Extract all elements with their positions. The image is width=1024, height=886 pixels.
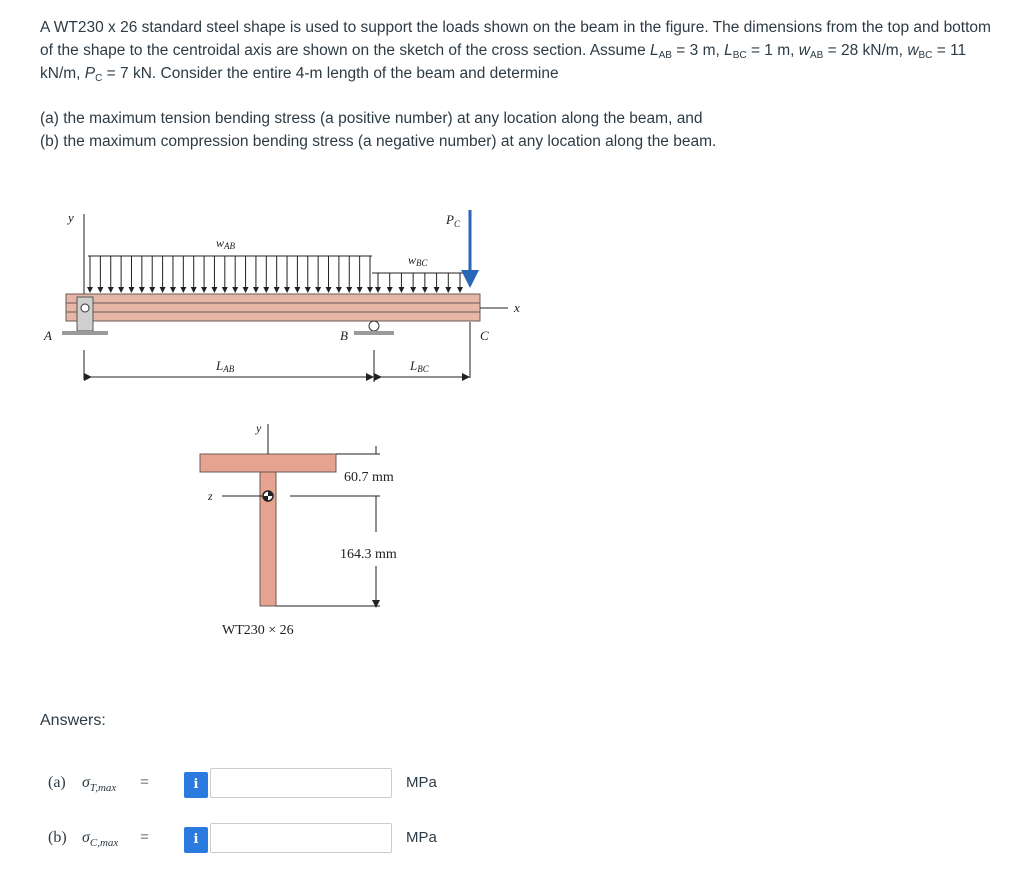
point-a-label: A xyxy=(44,328,52,343)
part-b-question: (b) the maximum compression bending stress (a negative number) at any location along the beam. xyxy=(40,133,717,150)
section-z-label: z xyxy=(208,489,213,503)
answer-a-symbol: $\sigma_{T,max}$ xyxy=(82,774,117,794)
w-bc-label: wBC xyxy=(408,253,428,268)
roller-support-b xyxy=(354,321,394,335)
load-arrowhead xyxy=(284,287,290,293)
load-arrowhead xyxy=(263,287,269,293)
load-arrowhead xyxy=(201,287,207,293)
unit-label-a: MPa xyxy=(406,774,437,791)
shape-name-label: WT230 × 26 xyxy=(222,623,294,638)
load-arrowhead xyxy=(305,287,311,293)
answer-row-b xyxy=(48,823,508,857)
answers-title: Answers: xyxy=(40,712,106,729)
point-c-label: C xyxy=(480,328,489,343)
load-arrowhead xyxy=(457,287,463,293)
unit-label-b: MPa xyxy=(406,829,437,846)
load-arrowhead xyxy=(336,287,342,293)
load-arrowhead xyxy=(149,287,155,293)
answer-b-symbol: $\sigma_{C,max}$ xyxy=(82,829,119,849)
beam xyxy=(66,294,480,321)
problem-statement xyxy=(40,16,1000,153)
load-bc-arrows xyxy=(375,273,463,293)
top-dimension: 60.7 mm xyxy=(344,470,394,485)
load-arrowhead xyxy=(160,287,166,293)
bottom-dimension: 164.3 mm xyxy=(340,547,397,562)
load-arrowhead xyxy=(422,287,428,293)
load-arrowhead xyxy=(367,287,373,293)
w-ab-label: wAB xyxy=(216,236,236,251)
load-arrowhead xyxy=(357,287,363,293)
load-arrowhead xyxy=(274,287,280,293)
load-arrowhead xyxy=(191,287,197,293)
load-arrowhead xyxy=(128,287,134,293)
load-arrowhead xyxy=(315,287,321,293)
load-arrowhead xyxy=(326,287,332,293)
answer-input-b[interactable] xyxy=(210,823,392,853)
pin-support-a xyxy=(62,297,108,335)
load-arrowhead xyxy=(346,287,352,293)
l-ab-label: LAB xyxy=(216,358,235,374)
load-arrowhead xyxy=(118,287,124,293)
load-arrowhead xyxy=(445,287,451,293)
load-arrowhead xyxy=(232,287,238,293)
load-arrowhead xyxy=(434,287,440,293)
l-bc-label: LBC xyxy=(410,358,429,374)
beam-x-label: x xyxy=(514,300,520,315)
point-load-arrowhead xyxy=(461,270,479,288)
answer-a-part: (a) xyxy=(48,774,66,791)
problem-intro: A WT230 x 26 standard steel shape is used to support the loads shown on the beam in the figure. The dimensions from the top and bottom of the shape to the centroidal axis are shown on the sketch of the cross section. Assume $L_{AB} = 3$ m, $L_{BC} = 1$ m, $w_{AB} = 28$ kN/m, $w_{BC} = 11$ kN/m, $P_C = 7$ kN. Consider the entire 4-m length of the beam and determine xyxy=(40,19,991,84)
load-arrowhead xyxy=(87,287,93,293)
part-a-question: (a) the maximum tension bending stress (a positive number) at any location along the beam, and xyxy=(40,110,703,127)
load-arrowhead xyxy=(410,287,416,293)
load-arrowhead xyxy=(253,287,259,293)
load-arrowhead xyxy=(375,287,381,293)
point-b-label: B xyxy=(340,328,348,343)
answer-input-a[interactable] xyxy=(210,768,392,798)
load-arrowhead xyxy=(211,287,217,293)
load-arrowhead xyxy=(398,287,404,293)
load-arrowhead xyxy=(97,287,103,293)
p-c-label: $P_C$ xyxy=(446,212,460,229)
answer-b-part: (b) xyxy=(48,829,67,846)
load-ab-arrows xyxy=(87,256,373,293)
load-arrowhead xyxy=(294,287,300,293)
answer-a-equals: = xyxy=(140,774,150,791)
answer-row-a xyxy=(48,768,508,802)
section-y-label: y xyxy=(256,421,262,435)
load-arrowhead xyxy=(170,287,176,293)
info-button-b[interactable]: i xyxy=(184,827,208,853)
load-arrowhead xyxy=(139,287,145,293)
tee-cross-section xyxy=(200,424,336,606)
beam-y-label: y xyxy=(68,210,74,225)
load-arrowhead xyxy=(222,287,228,293)
load-arrowhead xyxy=(243,287,249,293)
answer-b-equals: = xyxy=(140,829,150,846)
load-arrowhead xyxy=(387,287,393,293)
info-button-a[interactable]: i xyxy=(184,772,208,798)
load-arrowhead xyxy=(180,287,186,293)
load-arrowhead xyxy=(108,287,114,293)
